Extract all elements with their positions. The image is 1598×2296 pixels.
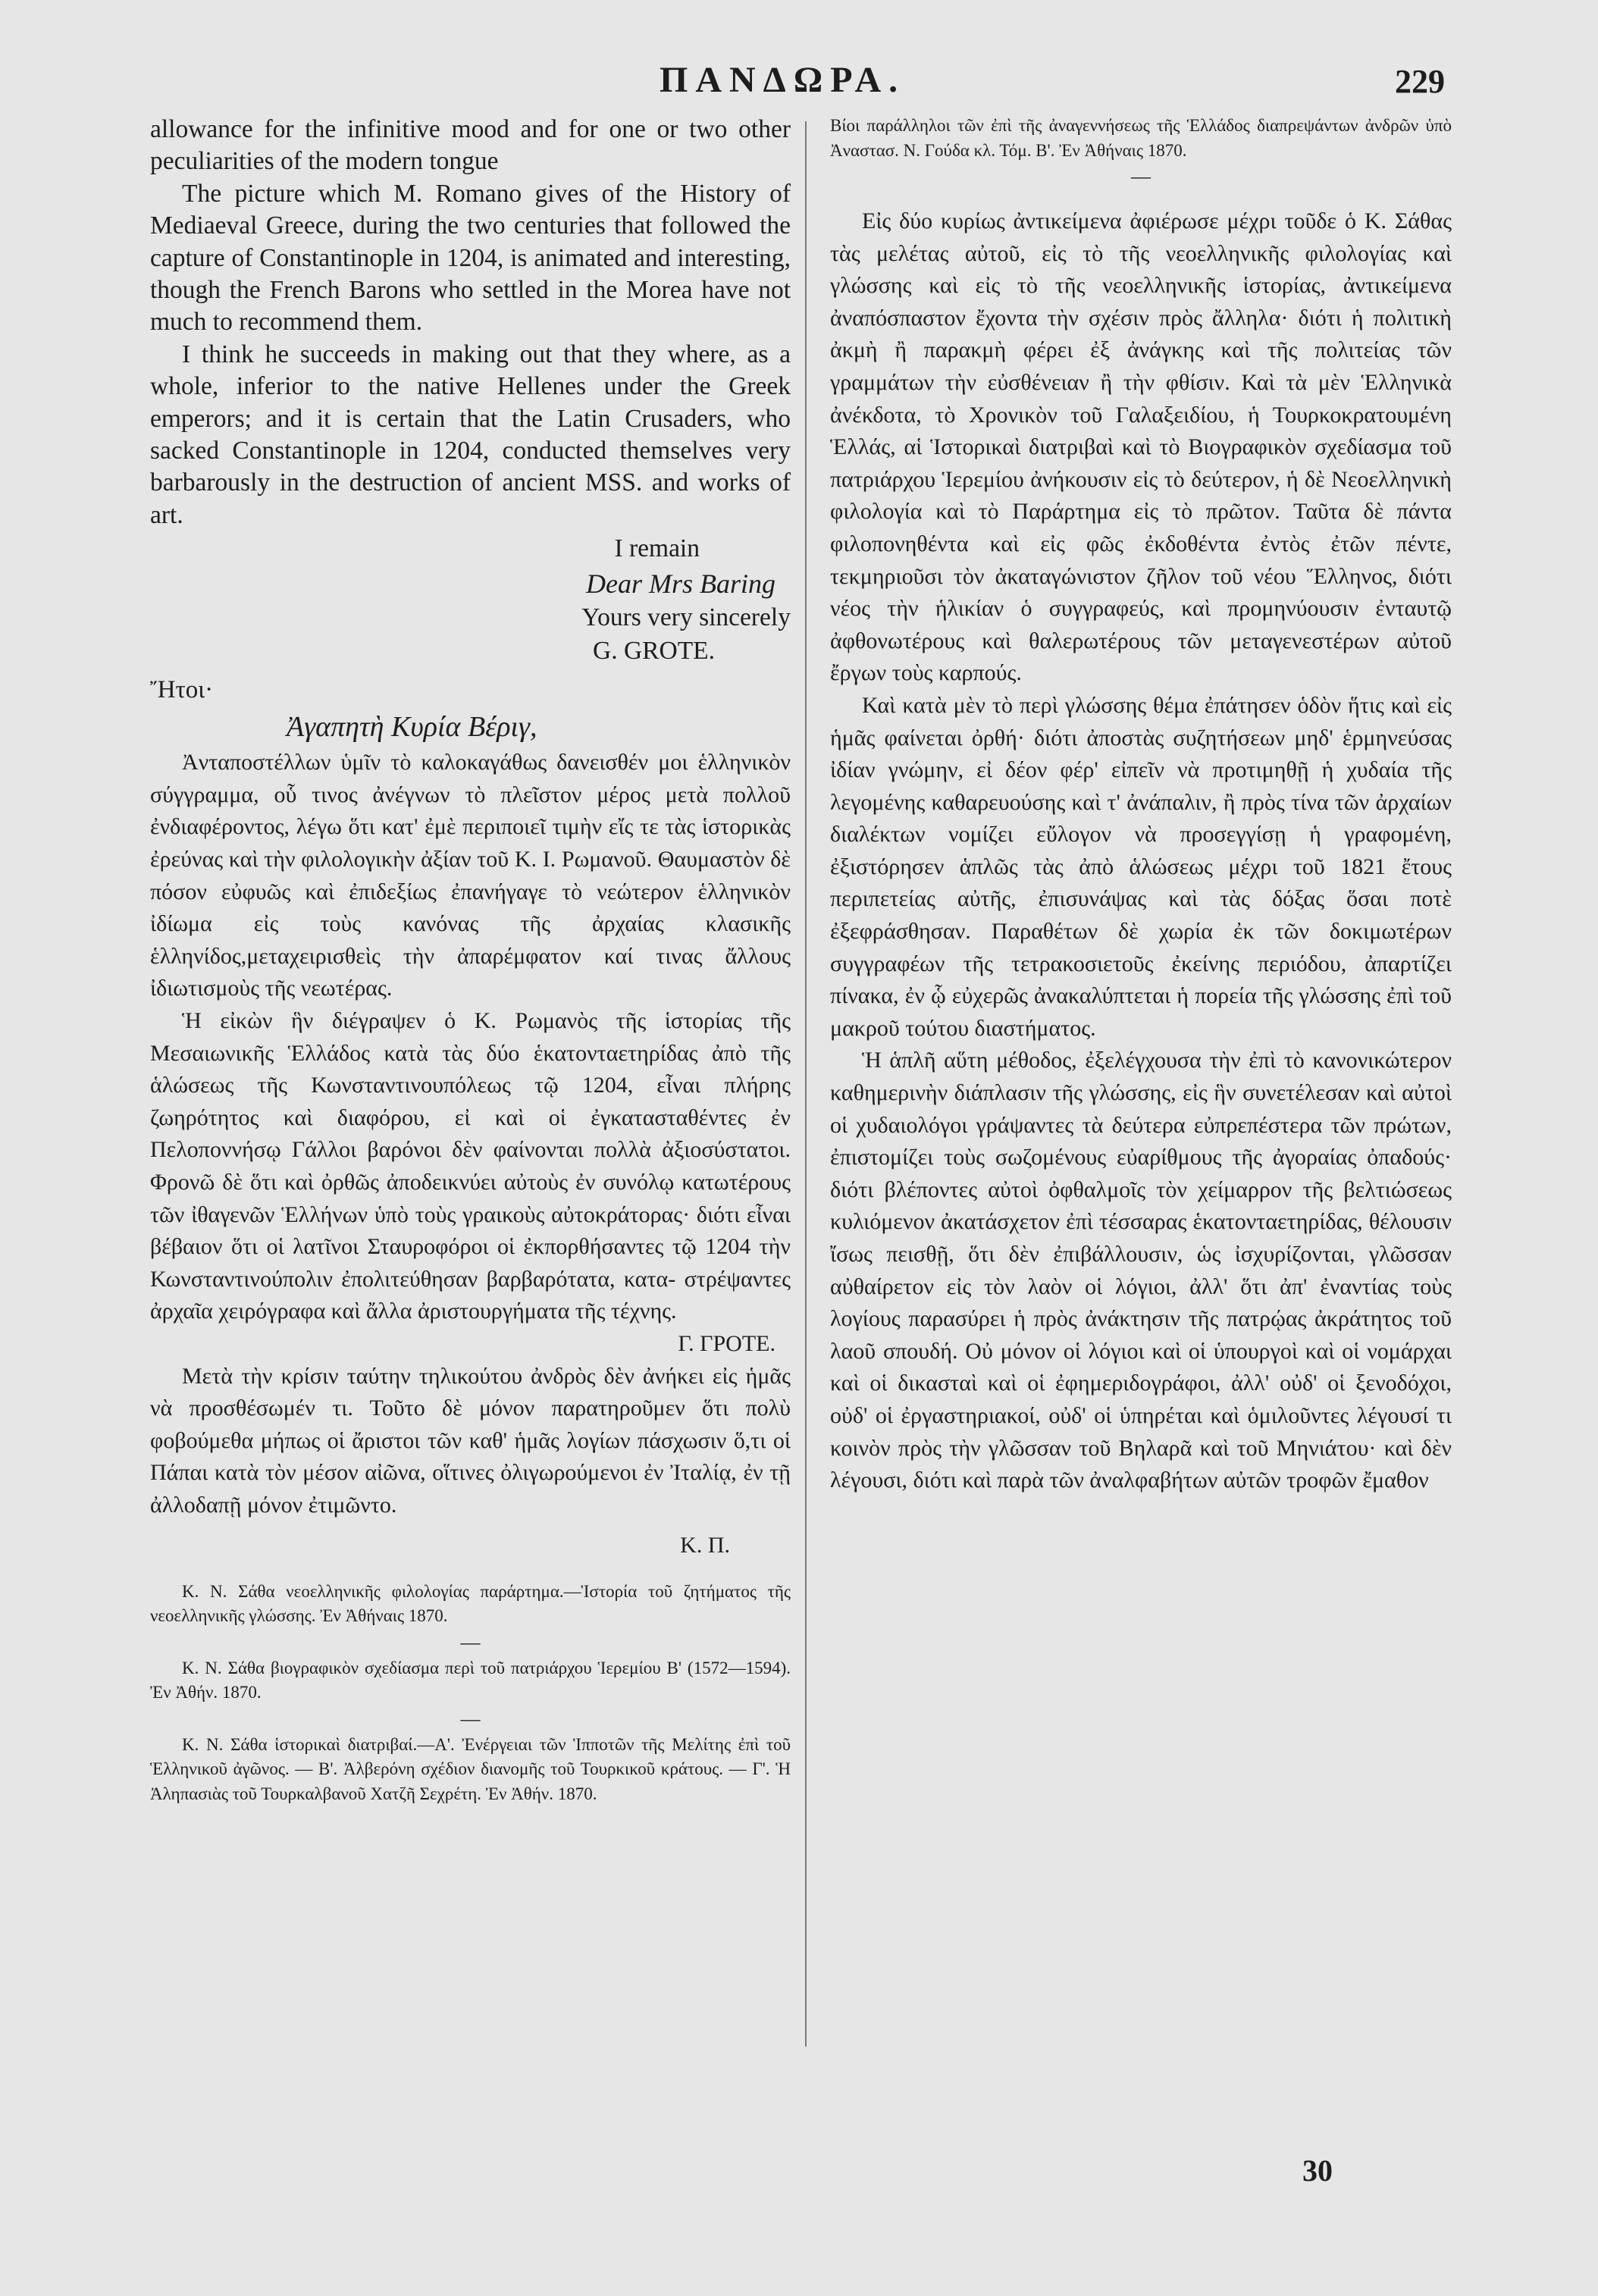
- right-column: [830, 114, 1452, 1497]
- greek-paragraph: Ἀνταποστέλλων ὑμῖν τὸ καλοκαγάθως δανεισθέν μοι ἑλληνικὸν σύγγραμμα, οὗ τινος ἀνέγνων τὸ πλεῖστον μέρος μετὰ πολλοῦ ἐνδιαφέροντος, λέγω ὅτι κατ' ἐμὲ περιποιεῖ τιμὴν εἴς τε τὰς ἱστορικὰς ἐρεύνας καὶ τὴν φιλολογικὴν ἀξίαν τοῦ Κ. Ι. Ρωμανοῦ. Θαυμαστὸν δὲ πόσον εὐφυῶς καὶ ἐπιδεξίως ἐπανήγαγε τὸ νεώτερον ἑλληνικὸν ἰδίωμα εἰς τοὺς κανόνας τῆς ἀρχαίας κλασικῆς ἑλληνίδος,μεταχειρισθεὶς τὴν ἀπαρέμφατον καί τινας ἄλλους ἰδιωτισμοὺς τῆς νεωτέρας.: [150, 750, 791, 1001]
- left-column: [150, 114, 791, 1806]
- closing-yours: Yours very sincerely: [581, 603, 791, 632]
- column-divider: [805, 121, 807, 2047]
- page-number: 229: [1395, 63, 1445, 100]
- english-paragraph: The picture which M. Romano gives of the History of Mediaeval Greece, during the two centuries that followed the capture of Constantinople in 1204, is animated and interesting, though the French Barons who settled in the Morea have not much to recommend them.: [150, 179, 791, 337]
- footnote-separator: —: [460, 1707, 481, 1730]
- greek-paragraph: Ἡ εἰκὼν ἣν διέγραψεν ὁ Κ. Ρωμανὸς τῆς ἱστορίας τῆς Μεσαιωνικῆς Ἑλλάδος κατὰ τὰς δύο ἑκατονταετηρίδας ἀπὸ τῆς ἁλώσεως τῆς Κωνσταντινουπόλεως τῷ 1204, εἶναι πλήρης ζωηρότητος καὶ διαφόρου, εἰ καὶ οἱ ἐγκατασταθέντες ἐν Πελοποννήσῳ Γάλλοι βαρόνοι δὲν φαίνονται πολλὰ ἀξιοσύστατοι. Φρονῶ δὲ ὅτι καὶ ὀρθῶς ἀποδεικνύει αὐτοὺς ἐν συνόλῳ κατωτέρους τῶν ἰθαγενῶν Ἑλλήνων ὑπὸ τοὺς γραικοὺς αὐτοκράτορας· διότι εἶναι βέβαιον ὅτι οἱ λατῖνοι Σταυροφόροι οἱ ἐκπορθήσαντες τῷ 1204 τὴν Κωνσταντινούπολιν ἐπολιτεύθησαν βαρβαρότατα, κατα- στρέψαντες ἀρχαῖα χειρόγραφα καὶ ἄλλα ἀριστουργήματα τῆς τέχνης.: [150, 1008, 791, 1324]
- article-paragraph: Ἡ ἁπλῆ αὕτη μέθοδος, ἐξελέγχουσα τὴν ἐπὶ τὸ κανονικώτερον καθημερινὴν διάπλασιν τῆς γλώσσης, εἰς ἣν συνετέλεσαν καὶ αὐτοὶ οἱ χυδαιολόγοι γράψαντες τὰ δεύτερα εὐπρεπέστερα τῶν πρώτων, ἐπιστομίζει τοὺς σωζομένους εὐαρίθμους τῆς ἀγοραίας ὀπαδούς· διότι βλέποντες αὐτοὶ ὀφθαλμοῖς τὸν χείμαρρον τῆς βελτιώσεως κυλιόμενον ἀκατάσχετον ἐπὶ τέσσαρας ἑκατονταετηρίδας, θέλουσιν ἴσως πεισθῇ, ὅτι δὲν ἐπιβάλλουσιν, ὡς ἰσχυρίζονται, γλῶσσαν αὐθαίρετον εἰς τὸν λαὸν οἱ λόγιοι, ἀλλ' ὅτι ἀπ' ἐναντίας τοὺς λογίους παρασύρει ἡ πρὸς ἀνάκτησιν τῆς πατρῴας ἀκράτητος τοῦ λαοῦ σπουδή. Οὐ μόνον οἱ λόγιοι καὶ οἱ ὑπουργοὶ καὶ οἱ νομάρχαι καὶ οἱ δικασταὶ καὶ οἱ ἐφημεριδογράφοι, ἀλλ' οὐδ' οἱ ξενοδόχοι, οὐδ' οἱ ἐργαστηριακοί, οὐδ' οἱ ὑπηρέται καὶ ὁμιλοῦντες λέγουσί τι κοινὸν πρὸς τὴν γλῶσσαν τοῦ Βηλαρᾶ καὶ τοῦ Μηνιάτου· καὶ δὲν λέγουσι, διότι καὶ παρὰ τῶν ἀναλφαβήτων αὐτῶν τροφῶν ἔμαθον: [830, 1048, 1452, 1493]
- footnote: Κ. Ν. Σάθα βιογραφικὸν σχεδίασμα περὶ τοῦ πατριάρχου Ἱερεμίου Β' (1572—1594). Ἐν Ἀθήν. 1870.: [150, 1658, 791, 1702]
- closing-remain: I remain: [614, 534, 700, 563]
- editor-commentary: Μετὰ τὴν κρίσιν ταύτην τηλικούτου ἀνδρὸς δὲν ἀνήκει εἰς ἡμᾶς νὰ προσθέσωμέν τι. Τοῦτο δὲ μόνον παρατηροῦμεν ὅτι πολὺ φοβούμεθα μήπως οἱ ἄριστοι τῶν καθ' ἡμᾶς λογίων πάσχωσιν ὅ,τι οἱ Πάπαι κατὰ τὸν μέσον αἰῶνα, οἵτινες ὀλιγωρούμενοι ἐν Ἰταλίᾳ, ἐν τῇ ἀλλοδαπῇ μόνον ἐτιμῶντο.: [150, 1363, 791, 1518]
- book-reference-note: Βίοι παράλληλοι τῶν ἐπὶ τῆς ἀναγεννήσεως τῆς Ἑλλάδος διαπρεψάντων ἀνδρῶν ὑπὸ Ἀναστασ. Ν. Γούδα κλ. Τόμ. Β'. Ἐν Ἀθήναις 1870.: [830, 116, 1452, 160]
- english-signature: G. GROTE.: [593, 637, 715, 666]
- footnote-separator: —: [460, 1630, 481, 1653]
- english-paragraph: I think he succeeds in making out that they where, as a whole, inferior to the native Hellenes under the Greek emperors; and it is certain that the Latin Crusaders, who sacked Constantinople in 1204, conducted themselves very barbarously in the destruction of ancient MSS. and works of art.: [150, 340, 791, 529]
- translation-intro: Ἤτοι·: [150, 676, 214, 704]
- footnotes: [150, 1580, 791, 1807]
- greek-salutation: Ἀγαπητὴ Κυρία Βέριγ,: [287, 711, 537, 744]
- greek-signature: Γ. ΓΡΟΤΕ.: [678, 1330, 776, 1356]
- article-paragraph: Εἰς δύο κυρίως ἀντικείμενα ἀφιέρωσε μέχρι τοῦδε ὁ Κ. Σάθας τὰς μελέτας αὐτοῦ, εἰς τὸ τῆς νεοελληνικῆς φιλολογίας καὶ γλώσσης καὶ εἰς τὸ τῆς νεοελληνικῆς ἱστορίας, ἀντικείμενα ἀναπόσπαστον ἔχοντα τὴν σχέσιν πρὸς ἄλληλα· διότι ἡ πολιτικὴ ἀκμὴ ἢ παρακμὴ φέρει ἐξ ἀνάγκης καὶ τῆς πολιτείας τῶν γραμμάτων τὴν εὐσθένειαν ἢ τὴν φθίσιν. Καὶ τὰ μὲν Ἑλληνικὰ ἀνέκδοτα, τὸ Χρονικὸν τοῦ Γαλαξειδίου, ἡ Τουρκοκρατουμένη Ἑλλάς, αἱ Ἱστορικαὶ διατριβαὶ καὶ τὸ Βιογραφικὸν σχεδίασμα τοῦ πατριάρχου Ἱερεμίου ἀνήκουσιν εἰς τὸ δεύτερον, ἡ δὲ Νεοελληνικὴ φιλολογία καὶ τὸ Παράρτημα εἰς τὸ πρῶτον. Ταῦτα δὲ πάντα φιλοπονηθέντα καὶ εἰς φῶς ἐκδοθέντα ἐντὸς ἐτῶν πέντε, τεκμηριοῦσι τὸν ἀκαταγώνιστον ζῆλον τοῦ νέου Ἕλληνος, διότι νέος τὴν ἡλικίαν ὁ συγγραφεύς, καὶ προμηνύουσιν ἐνταυτῷ ἀφθονωτέρους καὶ θαλερωτέρους τῶν μεταγενεστέρων αὐτοῦ ἔργων τοὺς καρπούς.: [830, 208, 1452, 686]
- closing-dear: Dear Mrs Baring: [586, 569, 776, 600]
- footnote: Κ. Ν. Σάθα ἱστορικαὶ διατριβαί.—Α'. Ἐνέργειαι τῶν Ἱπποτῶν τῆς Μελίτης ἐπὶ τοῦ Ἑλληνικοῦ ἀγῶνος. — Β'. Ἀλβερόνη σχέδιον διανομῆς τοῦ Τουρκικοῦ κράτους. — Γ'. Ἡ Ἀληπασιὰς τοῦ Τουρκαλβανοῦ Χατζῆ Σεχρέτη. Ἐν Ἀθήν. 1870.: [150, 1734, 791, 1803]
- journal-title: ΠΑΝΔΩΡΑ.: [660, 60, 906, 100]
- sheet-number: 30: [1302, 2153, 1333, 2188]
- footnote: Κ. Ν. Σάθα νεοελληνικῆς φιλολογίας παράρτημα.—Ἱστορία τοῦ ζητήματος τῆς νεοελληνικῆς γλώσσης. Ἐν Ἀθήναις 1870.: [150, 1581, 791, 1626]
- editor-initials: Κ. Π.: [680, 1532, 730, 1558]
- article-paragraph: Καὶ κατὰ μὲν τὸ περὶ γλώσσης θέμα ἐπάτησεν ὁδὸν ἥτις καὶ εἰς ἡμᾶς φαίνεται ὀρθή· διότι ἀποστὰς συζητήσεων μηδ' ἑρμηνεύσας ἰδίαν γνώμην, εἰ δέον φέρ' εἰπεῖν νὰ προτιμηθῇ ἡ χυδαία τῆς λεγομένης καθαρευούσης καὶ τ' ἀνάπαλιν, ἢ πρὸς τίνα τῶν ἀρχαίων διαλέκτων νομίζει εὔλογον νὰ προσεγγίσῃ ἡ γραφομένη, ἐξιστόρησεν ἁπλῶς τὰς ἀπὸ ἁλώσεως μέχρι τοῦ 1821 ἔτους περιπετείας αὐτῆς, ἐπισυνάψας καὶ τὰς δόξας ὅσαι ποτὲ ἐξεφράσθησαν. Παραθέτων δὲ χωρία ἐκ τῶν δοκιμωτέρων συγγραφέων τῆς τετρακοσιετοῦς ἐκείνης περιόδου, ἀπαρτίζει πίνακα, ἐν ᾧ εὐχερῶς ἀνακαλύπτεται ἡ πορεία τῆς γλώσσης ἐπὶ τοῦ μακροῦ τούτου διαστήματος.: [830, 692, 1452, 1041]
- note-separator: —: [1131, 165, 1151, 187]
- english-paragraph: allowance for the infinitive mood and for one or two other peculiarities of the modern tongue: [150, 115, 791, 176]
